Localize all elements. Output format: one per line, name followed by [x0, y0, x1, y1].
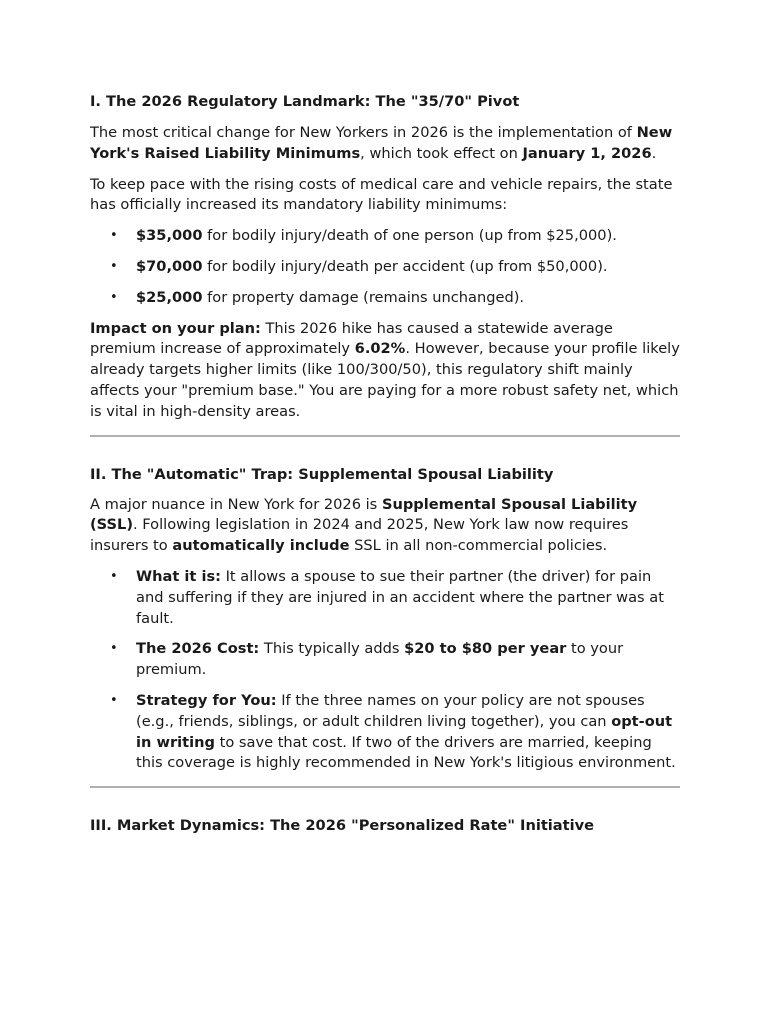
bold-run: 6.02% — [354, 340, 406, 358]
list-item — [90, 567, 680, 629]
bold-run: January 1, 2026 — [522, 144, 652, 162]
section-3-heading: III. Market Dynamics: The 2026 "Personalized Rate" Initiative — [90, 817, 595, 835]
bold-run: What it is: — [136, 567, 221, 585]
bold-run: New York's Raised Liability Minimums — [90, 124, 673, 162]
liability-minimums-list — [90, 226, 680, 308]
section-1-heading: I. The 2026 Regulatory Landmark: The "35/70" Pivot — [90, 93, 520, 110]
bold-run: The 2026 Cost: — [136, 640, 260, 658]
bold-run: opt-out in writing — [136, 712, 673, 751]
text-run: for bodily injury/death of one person (up from $25,000). — [202, 227, 617, 245]
text-run: . Following legislation in 2024 and 2025, New York law now requires insurers to — [90, 516, 629, 555]
section-divider — [90, 435, 680, 437]
bold-run: $70,000 — [136, 257, 203, 275]
bold-run: $25,000 — [136, 288, 203, 306]
list-item — [90, 691, 680, 774]
list-item — [90, 226, 680, 247]
document-body — [90, 92, 680, 836]
text-run: . — [651, 144, 657, 162]
text-run: to your premium. — [136, 640, 624, 679]
list-item — [90, 639, 680, 681]
bold-run: $20 to $80 per year — [404, 640, 567, 658]
text-run: If the three names on your policy are not spouses (e.g., friends, siblings, or adult children living together), you can — [136, 691, 645, 730]
bold-run: automatically include — [172, 537, 350, 555]
text-run: This 2026 hike has caused a statewide average premium increase of approximately — [90, 319, 613, 358]
section-1-minimums-paragraph: To keep pace with the rising costs of medical care and vehicle repairs, the state has officially increased its mandatory liability minimums: — [90, 175, 673, 214]
text-run: for bodily injury/death per accident (up from $50,000). — [202, 257, 608, 275]
text-run: for property damage (remains unchanged). — [202, 288, 525, 306]
text-run: to save that cost. If two of the drivers are married, keeping this coverage is highly recommended in New York's litigious environment. — [136, 733, 676, 772]
ssl-details-list — [90, 567, 680, 774]
impact-paragraph — [90, 319, 680, 423]
bold-run: Strategy for You: — [136, 691, 277, 709]
text-run: A major nuance in New York for 2026 is — [90, 495, 382, 513]
text-run: SSL in all non-commercial policies. — [349, 537, 608, 555]
section-2-intro-paragraph — [90, 495, 680, 557]
section-divider — [90, 786, 680, 788]
bold-run: $35,000 — [136, 227, 203, 245]
text-run: It allows a spouse to sue their partner (the driver) for pain and suffering if they are injured in an accident where the partner was at fault. — [136, 567, 664, 627]
text-run: The most critical change for New Yorkers in 2026 is the implementation of — [90, 124, 637, 141]
section-2-heading: II. The "Automatic" Trap: Supplemental Spousal Liability — [90, 465, 554, 483]
list-item — [90, 257, 680, 278]
bold-run: Impact on your plan: — [90, 319, 261, 337]
text-run: , which took effect on — [360, 144, 523, 162]
text-run: This typically adds — [259, 640, 405, 658]
section-1-intro-paragraph — [90, 123, 680, 165]
list-item — [90, 288, 680, 309]
bold-run: Supplemental Spousal Liability (SSL) — [90, 495, 638, 534]
text-run: . However, because your profile likely already targets higher limits (like 100/300/50), this regulatory shift mainly affects your "premium base." You are paying for a more robust safety net, which is vital in high-density areas. — [90, 340, 680, 420]
